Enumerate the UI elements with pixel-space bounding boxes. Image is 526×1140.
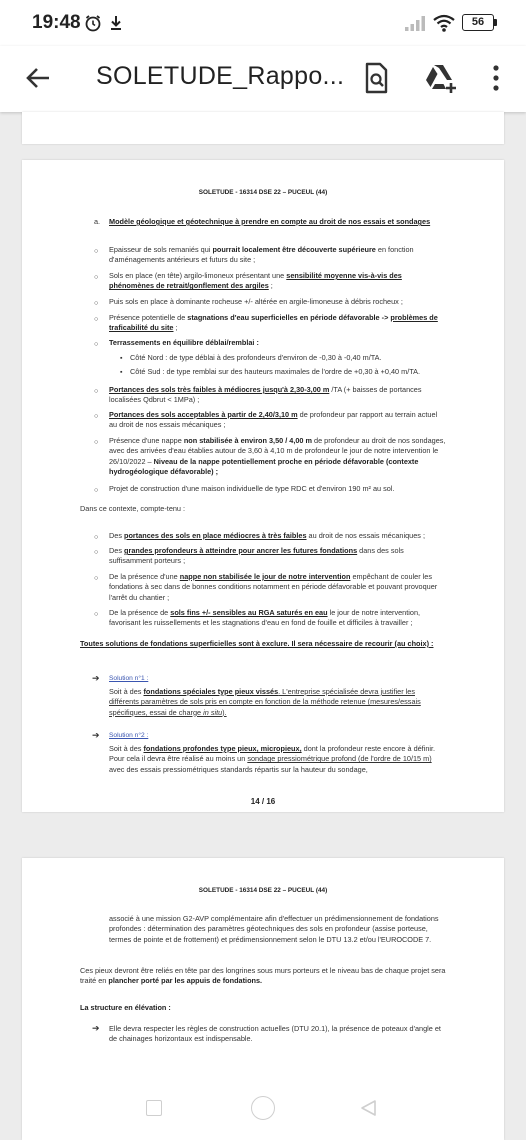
home-icon[interactable] <box>251 1096 275 1120</box>
alarm-icon <box>84 14 102 32</box>
page-header: SOLETUDE - 16314 DSE 22 – PUCEUL (44) <box>198 887 328 894</box>
bullet-icon: ○ <box>94 575 99 582</box>
recent-apps-icon[interactable] <box>146 1100 162 1116</box>
list-item: Projet de construction d'une maison individuelle de type RDC et d'environ 190 m² au sol. <box>109 484 395 493</box>
bullet-icon: ○ <box>94 534 99 541</box>
list-item: Des grandes profondeurs à atteindre pour ancrer les futures fondations dans des sols suffisamment porteurs ; <box>109 546 404 566</box>
list-item: Sols en place (en tête) argilo-limoneux présentant une sensibilité moyenne vis-à-vis des phénomènes de retrait/gonflement des argiles ; <box>109 271 402 291</box>
add-to-drive-icon[interactable] <box>422 60 458 96</box>
battery-level: 56 <box>471 16 485 28</box>
battery-tip <box>494 19 497 26</box>
back-nav-icon[interactable] <box>358 1098 378 1118</box>
download-icon <box>108 14 124 32</box>
bullet-icon: ○ <box>94 388 99 395</box>
status-time: 19:48 <box>32 12 81 33</box>
battery-indicator <box>462 14 494 31</box>
paragraph: Ces pieux devront être reliés en tête par des longrines sous murs porteurs et le niveau bas de chaque projet sera traité en plancher porté par les appuis de fondations. <box>80 966 446 986</box>
sub-list-item: Côté Nord : de type déblai à des profondeurs d'environ de -0,30 à -0,40 m/TA. <box>130 353 382 362</box>
solution-2-title: Solution n°2 : <box>109 732 149 739</box>
list-item: Puis sols en place à dominante rocheuse +/- altérée en argile-limoneuse à débris rocheux ; <box>109 297 403 306</box>
document-page-14 <box>22 160 504 812</box>
list-item: Présence potentielle de stagnations d'eau superficielles en période défavorable -> problèmes de traficabilité du site ; <box>109 313 438 333</box>
solution-1-title: Solution n°1 : <box>109 675 149 682</box>
wifi-icon <box>432 13 456 33</box>
bullet-icon: ○ <box>94 300 99 307</box>
bullet-icon: ○ <box>94 611 99 618</box>
bullet-icon: ○ <box>94 549 99 556</box>
paragraph: Dans ce contexte, compte-tenu : <box>80 504 186 513</box>
more-options-icon[interactable] <box>478 60 514 96</box>
list-item: Présence d'une nappe non stabilisée à environ 3,50 / 4,00 m de profondeur au droit de nos sondages, avec des arrivées d'eau établies autour de 3,60 à 4,10 m de profondeur le jour de notre intervention le 26/10/2022 – Niveau de la nappe potentiellement proche en période défavorable (contexte hydrogéologique défavorable) ; <box>109 436 446 476</box>
find-in-document-icon[interactable] <box>358 60 394 96</box>
page-number: 14 / 16 <box>250 797 276 806</box>
previous-page <box>22 112 504 144</box>
list-item: Terrassements en équilibre déblai/remblai : <box>109 338 259 347</box>
conclusion-text: Toutes solutions de fondations superficielles sont à exclure. Il sera nécessaire de recourir (au choix) : <box>80 639 434 648</box>
signal-icon <box>404 14 428 32</box>
paragraph: associé à une mission G2-AVP complémentaire afin d'effectuer un prédimensionnement de fondations profondes : détermination des paramètres géotechniques des sols en profondeur (assise porteuse, termes de pointe et de frottement) et prédimensionnement selon le DTU 13.2 et/ou l'EUROCODE 7. <box>109 914 439 944</box>
arrow-bullet-icon: ➔ <box>92 1023 100 1033</box>
bullet-icon: ○ <box>94 341 99 348</box>
bullet-icon: ▪ <box>120 369 123 376</box>
list-item: Portances des sols acceptables à partir de 2,40/3,10 m de profondeur par rapport au terrain actuel au droit de nos essais mécaniques ; <box>109 410 438 430</box>
solution-1-text: Soit à des fondations spéciales type pieux vissés. L'entreprise spécialisée devra justifier les différents paramètres de sols pris en compte en fonction de la méthode retenue (mesures/essais spécifiques, essai de charge in situ). <box>109 687 421 717</box>
app-bar <box>0 46 526 112</box>
bullet-icon: ○ <box>94 487 99 494</box>
bullet-icon: ○ <box>94 248 99 255</box>
document-title: SOLETUDE_Rappo... <box>96 62 345 90</box>
list-item: Des portances des sols en place médiocres à très faibles au droit de nos essais mécaniques ; <box>109 531 425 540</box>
list-item: Epaisseur de sols remaniés qui pourrait localement être découverte supérieure en fonction d'aménagements antérieurs et futurs du site ; <box>109 245 414 265</box>
navigation-bar <box>0 1090 526 1140</box>
section-marker: a. <box>94 217 101 226</box>
arrow-bullet-icon: ➔ <box>92 673 100 683</box>
list-item: Elle devra respecter les règles de construction actuelles (DTU 20.1), la présence de poteaux d'angle et de chainages horizontaux est indispensable. <box>109 1024 441 1044</box>
bullet-icon: ○ <box>94 439 99 446</box>
bullet-icon: ○ <box>94 413 99 420</box>
bullet-icon: ▪ <box>120 355 123 362</box>
status-bar <box>0 0 526 46</box>
solution-2-text: Soit à des fondations profondes type pieux, micropieux, dont la profondeur reste encore à définir. Pour cela il devra être réalisé au moins un sondage pressiométrique profond (de l'ordre de 10/15 m) avec des essais pressiométriques standards répartis sur la hauteur du sondage, <box>109 744 436 774</box>
sub-list-item: Côté Sud : de type remblai sur des hauteurs maximales de l'ordre de +0,30 à +0,40 m/TA. <box>130 367 421 376</box>
list-item: De la présence de sols fins +/- sensibles au RGA saturés en eau le jour de notre intervention, favorisant les ruissellements et les stagnations d'eau en fond de fouille et difficiles à travailler ; <box>109 608 421 628</box>
bullet-icon: ○ <box>94 274 99 281</box>
back-arrow-icon[interactable] <box>22 62 54 94</box>
section-title: Modèle géologique et géotechnique à prendre en compte au droit de nos essais et sondages <box>109 217 431 226</box>
list-item: Portances des sols très faibles à médiocres jusqu'à 2,30-3,00 m /TA (+ baisses de portances localisées Qdbrut < 1MPa) ; <box>109 385 422 405</box>
list-item: De la présence d'une nappe non stabilisée le jour de notre intervention empêchant de couler les fondations à sec dans de bonnes conditions notamment en période défavorable et pouvant provoquer l'arrêt du chantier ; <box>109 572 438 602</box>
arrow-bullet-icon: ➔ <box>92 730 100 740</box>
section-heading: La structure en élévation : <box>80 1003 171 1012</box>
bullet-icon: ○ <box>94 316 99 323</box>
page-header: SOLETUDE - 16314 DSE 22 – PUCEUL (44) <box>198 189 328 196</box>
